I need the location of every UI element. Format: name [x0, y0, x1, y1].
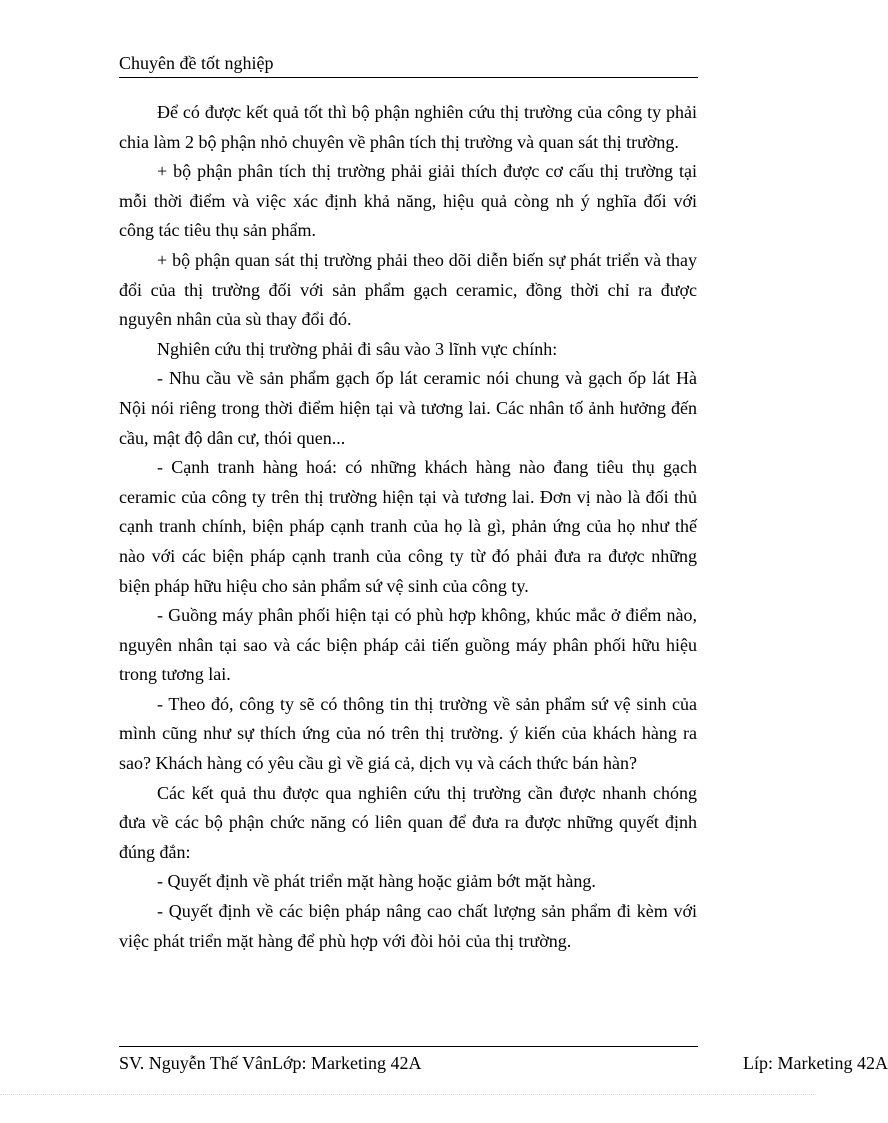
paragraph: - Nhu cầu về sản phẩm gạch ốp lát ceramic nói chung và gạch ốp lát Hà Nội nói riêng trong thời điểm hiện tại và tương lai. Các nhân tố ảnh hưởng đến cầu, mật độ dân cư, thói quen...: [119, 368, 697, 448]
header-title: Chuyên đề tốt nghiệp: [119, 53, 274, 73]
page-header: [119, 50, 698, 78]
paragraph: Để có được kết quả tốt thì bộ phận nghiên cứu thị trường của công ty phải chia làm 2 bộ phận nhỏ chuyên về phân tích thị trường và quan sát thị trường.: [119, 102, 697, 152]
page-bottom-dotted-line: [0, 1094, 816, 1095]
paragraph: + bộ phận phân tích thị trường phải giải thích được cơ cấu thị trường tại mỗi thời điểm và việc xác định khả năng, hiệu quả còng nh ý nghĩa đối với công tác tiêu thụ sản phẩm.: [119, 161, 697, 241]
paragraph: - Guồng máy phân phối hiện tại có phù hợp không, khúc mắc ở điểm nào, nguyên nhân tại sao và các biện pháp cải tiến guồng máy phân phối hữu hiệu trong tương lai.: [119, 605, 697, 685]
paragraph: - Quyết định về phát triển mặt hàng hoặc giảm bớt mặt hàng.: [157, 871, 596, 892]
paragraph: Các kết quả thu được qua nghiên cứu thị trường cần được nhanh chóng đưa về các bộ phận chức năng có liên quan để đưa ra được những quyết định đúng đắn:: [119, 782, 697, 862]
document-body: [119, 98, 697, 956]
footer-divider: [119, 1046, 698, 1047]
paragraph: - Quyết định về các biện pháp nâng cao chất lượng sản phẩm đi kèm với việc phát triển mặt hàng để phù hợp với đòi hỏi của thị trường.: [119, 901, 697, 951]
paragraph: - Theo đó, công ty sẽ có thông tin thị trường về sản phẩm sứ vệ sinh của mình cũng như sự thích ứng của nó trên thị trường. ý kiến của khách hàng ra sao? Khách hàng có yêu cầu gì về giá cả, dịch vụ và cách thức bán hàn?: [119, 693, 697, 774]
footer-author-class: SV. Nguyễn Thế VânLớp: Marketing 42A: [119, 1053, 422, 1073]
paragraph: Nghiên cứu thị trường phải đi sâu vào 3 lĩnh vực chính:: [157, 338, 558, 359]
paragraph: + bộ phận quan sát thị trường phải theo dõi diễn biến sự phát triển và thay đổi của thị trường đối với sản phẩm gạch ceramic, đồng thời chỉ ra được nguyên nhân của sù thay đổi đó.: [119, 249, 697, 330]
footer-class-label: Líp: Marketing 42A: [743, 1053, 888, 1073]
paragraph: - Cạnh tranh hàng hoá: có những khách hàng nào đang tiêu thụ gạch ceramic của công ty trên thị trường hiện tại và tương lai. Đơn vị nào là đối thủ cạnh tranh chính, biện pháp cạnh tranh của họ là gì, phản ứng của họ như thế nào với các biện pháp cạnh tranh của công ty từ đó phải đưa ra được những biện pháp hữu hiệu cho sản phẩm sứ vệ sinh của công ty.: [119, 457, 697, 596]
page-footer: [119, 1046, 888, 1076]
